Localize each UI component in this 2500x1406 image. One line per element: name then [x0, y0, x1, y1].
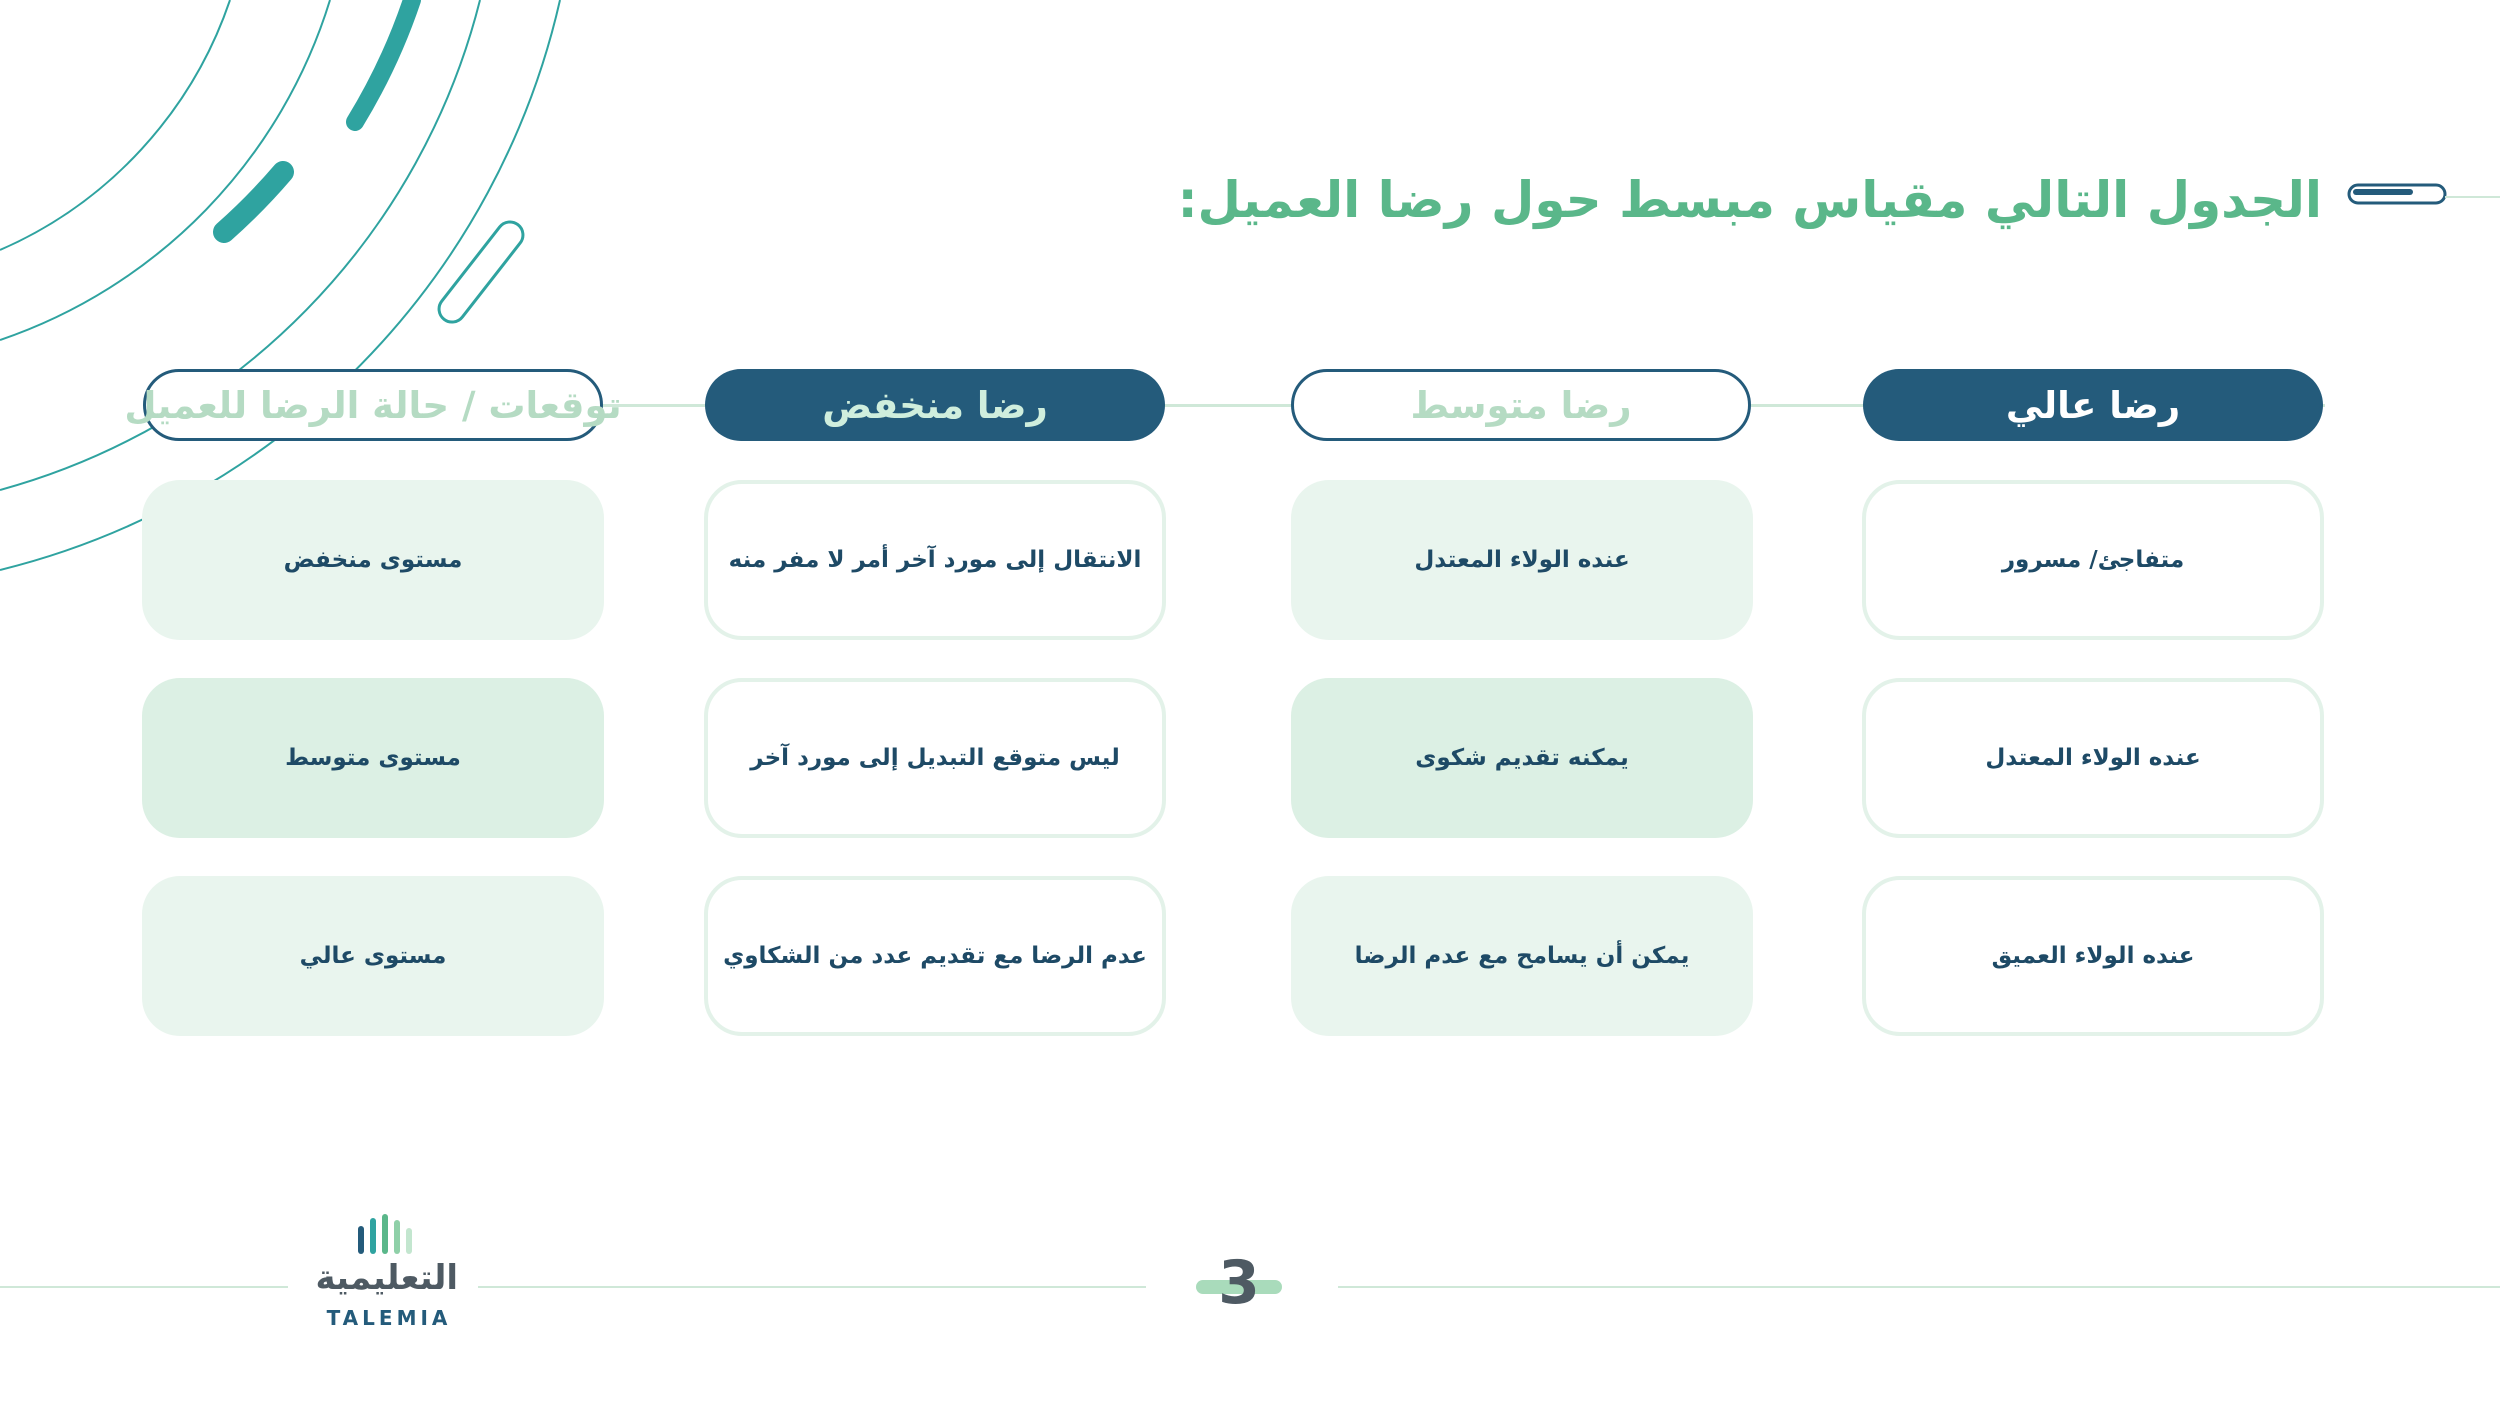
header-medium-satisfaction: رضا متوسط	[1291, 369, 1751, 441]
talemia-logo-icon	[356, 1212, 420, 1258]
footer-line-middle	[478, 1286, 1146, 1288]
footer-line-right	[1338, 1286, 2500, 1288]
cell-expectation-row2: مستوى متوسط	[142, 678, 604, 838]
cell-expectation-row1: مستوى منخفض	[142, 480, 604, 640]
title-rule	[2445, 196, 2500, 198]
header-expectations: توقعات / حالة الرضا للعميل	[143, 369, 603, 441]
cell-high-row1: متفاجئ/ مسرور	[1862, 480, 2324, 640]
cell-expectation-row3: مستوى عالي	[142, 876, 604, 1036]
title-bullet-icon	[2347, 181, 2447, 207]
cell-medium-row3: يمكن أن يسامح مع عدم الرضا	[1291, 876, 1753, 1036]
footer-line-left	[0, 1286, 288, 1288]
slide-title: الجدول التالي مقياس مبسط حول رضا العميل:	[1177, 171, 2322, 229]
header-low-satisfaction: رضا منخفض	[705, 369, 1165, 441]
page-number: 3	[1218, 1248, 1260, 1318]
logo-english-text: TALEMIA	[326, 1306, 452, 1330]
cell-high-row2: عنده الولاء المعتدل	[1862, 678, 2324, 838]
cell-medium-row1: عنده الولاء المعتدل	[1291, 480, 1753, 640]
logo-arabic-text: التعليمية	[315, 1258, 458, 1298]
header-high-satisfaction: رضا عالي	[1863, 369, 2323, 441]
cell-low-row3: عدم الرضا مع تقديم عدد من الشكاوي	[704, 876, 1166, 1036]
cell-low-row1: الانتقال إلى مورد آخر أمر لا مفر منه	[704, 480, 1166, 640]
cell-low-row2: ليس متوقع التبديل إلى مورد آخر	[704, 678, 1166, 838]
cell-medium-row2: يمكنه تقديم شكوى	[1291, 678, 1753, 838]
cell-high-row3: عنده الولاء العميق	[1862, 876, 2324, 1036]
